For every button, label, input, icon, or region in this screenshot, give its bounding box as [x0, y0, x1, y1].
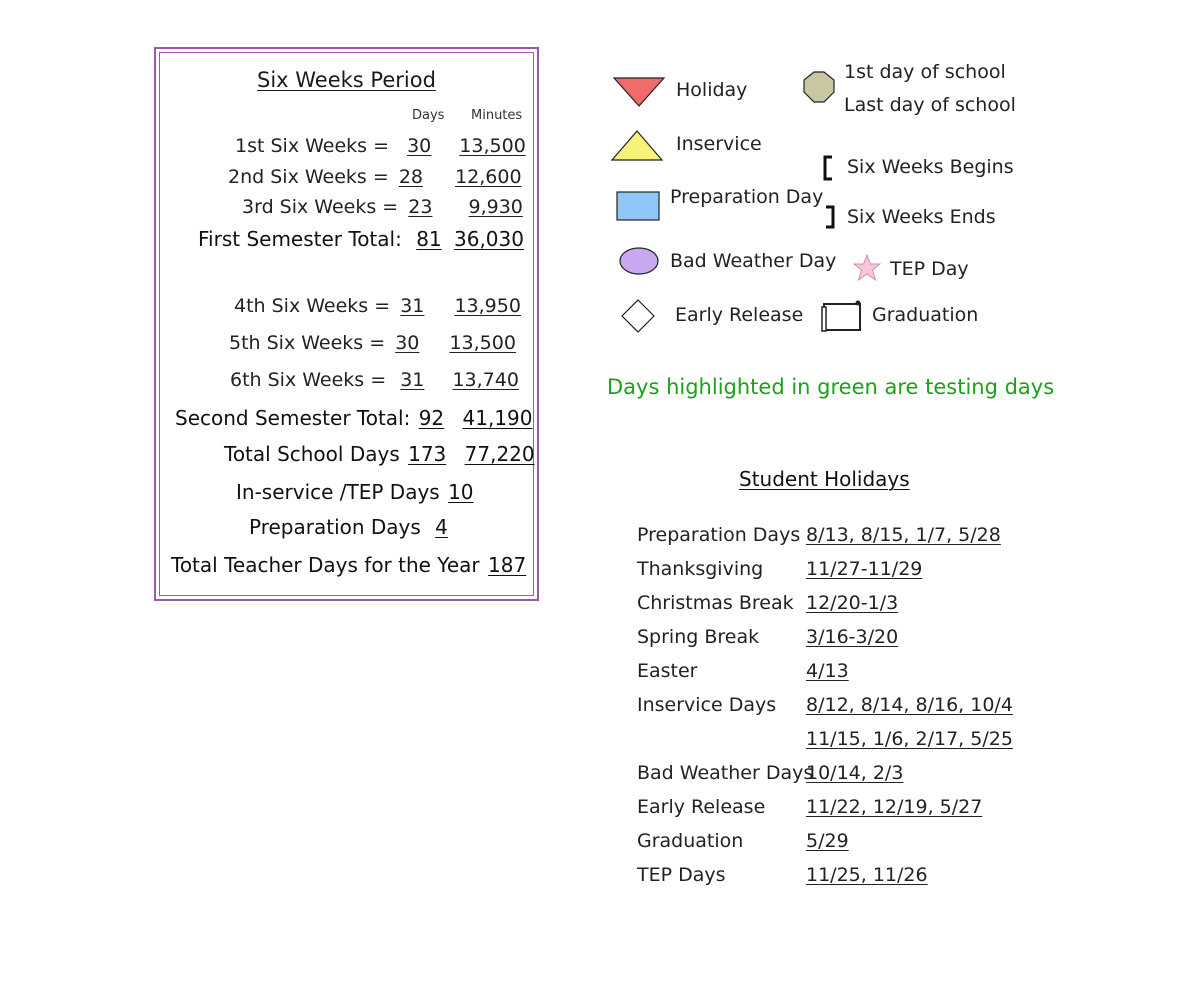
- total-school-days-count: 173: [408, 442, 447, 466]
- holiday-dates: 10/14, 2/3: [806, 762, 904, 784]
- legend-six-begins-label: Six Weeks Begins: [847, 156, 1014, 178]
- holiday-name: Graduation: [637, 830, 744, 852]
- holiday-dates: 11/27-11/29: [806, 558, 923, 580]
- holiday-dates: 11/25, 11/26: [806, 864, 928, 886]
- holiday-dates: 11/15, 1/6, 2/17, 5/25: [806, 728, 1013, 750]
- legend-six-ends-label: Six Weeks Ends: [847, 206, 996, 228]
- six-weeks-row: [230, 369, 519, 391]
- six-weeks-label: 1st Six Weeks =: [235, 135, 390, 157]
- holiday-dates: 8/12, 8/14, 8/16, 10/4: [806, 694, 1013, 716]
- tep-star-icon: [852, 254, 882, 282]
- inservice-tep-days: [236, 480, 474, 504]
- inservice-tep-value: 10: [448, 480, 474, 504]
- holiday-dates: 5/29: [806, 830, 849, 852]
- testing-days-note: Days highlighted in green are testing days: [607, 375, 1055, 399]
- legend-first-day-label: 1st day of school: [844, 61, 1006, 83]
- six-weeks-minutes: 13,500: [449, 332, 516, 354]
- six-weeks-row: [242, 196, 523, 218]
- early-release-diamond-icon: [620, 298, 656, 334]
- holiday-name: Spring Break: [637, 626, 760, 648]
- inservice-tep-label: In-service /TEP Days: [236, 480, 440, 504]
- holiday-name: Early Release: [637, 796, 766, 818]
- second-semester-minutes: 41,190: [462, 406, 533, 430]
- holiday-name: Thanksgiving: [637, 558, 764, 580]
- six-weeks-minutes: 12,600: [455, 166, 522, 188]
- six-weeks-row: [235, 135, 526, 157]
- total-teacher-days-value: 187: [488, 553, 527, 577]
- minutes-column-header: Minutes: [471, 108, 523, 123]
- six-weeks-days: 30: [407, 135, 432, 157]
- first-semester-total: [198, 227, 524, 251]
- holiday-dates: 8/13, 8/15, 1/7, 5/28: [806, 524, 1001, 546]
- second-semester-total: [175, 406, 533, 430]
- six-weeks-minutes: 9,930: [468, 196, 523, 218]
- second-semester-days: 92: [418, 406, 445, 430]
- preparation-day-square-icon: [616, 191, 660, 221]
- first-semester-days: 81: [416, 227, 442, 251]
- six-weeks-minutes: 13,500: [459, 135, 526, 157]
- inservice-triangle-icon: [610, 128, 664, 162]
- legend-graduation-label: Graduation: [872, 304, 979, 326]
- second-semester-label: Second Semester Total:: [175, 406, 411, 430]
- legend-inservice-label: Inservice: [676, 133, 762, 155]
- six-weeks-label: 6th Six Weeks =: [230, 369, 387, 391]
- six-weeks-begins-bracket-icon: [822, 155, 834, 181]
- total-school-days-label: Total School Days: [224, 442, 400, 466]
- six-weeks-label: 3rd Six Weeks =: [242, 196, 399, 218]
- holiday-dates: 4/13: [806, 660, 849, 682]
- student-holidays-title: Student Holidays: [739, 467, 910, 491]
- holiday-name: Preparation Days: [637, 524, 801, 546]
- legend-last-day-label: Last day of school: [844, 94, 1016, 116]
- total-school-minutes: 77,220: [464, 442, 535, 466]
- holiday-name: Bad Weather Days: [637, 762, 814, 784]
- six-weeks-row: [229, 332, 516, 354]
- holiday-dates: 11/22, 12/19, 5/27: [806, 796, 983, 818]
- legend-early-release-label: Early Release: [675, 304, 804, 326]
- six-weeks-label: 2nd Six Weeks =: [228, 166, 389, 188]
- legend-preparation-label: Preparation Day: [670, 186, 824, 208]
- bad-weather-oval-icon: [618, 246, 660, 276]
- six-weeks-row: [234, 295, 521, 317]
- holiday-name: Easter: [637, 660, 698, 682]
- six-weeks-minutes: 13,740: [452, 369, 519, 391]
- six-weeks-minutes: 13,950: [454, 295, 521, 317]
- six-weeks-ends-bracket-icon: [824, 205, 836, 229]
- total-teacher-days: [171, 553, 526, 577]
- holiday-dates: 3/16-3/20: [806, 626, 899, 648]
- holiday-name: TEP Days: [637, 864, 726, 886]
- legend-bad-weather-label: Bad Weather Day: [670, 250, 837, 272]
- legend-tep-label: TEP Day: [890, 258, 969, 280]
- six-weeks-title: Six Weeks Period: [257, 68, 436, 92]
- total-teacher-days-label: Total Teacher Days for the Year: [171, 553, 480, 577]
- preparation-days: [249, 515, 448, 539]
- holiday-name: Christmas Break: [637, 592, 794, 614]
- six-weeks-days: 30: [395, 332, 420, 354]
- six-weeks-days: 28: [398, 166, 424, 188]
- six-weeks-row: [228, 166, 522, 188]
- six-weeks-days: 23: [408, 196, 433, 218]
- six-weeks-label: 4th Six Weeks =: [234, 295, 391, 317]
- six-weeks-days: 31: [400, 295, 425, 317]
- first-semester-minutes: 36,030: [454, 227, 524, 251]
- legend-holiday-label: Holiday: [676, 79, 748, 101]
- holiday-triangle-icon: [612, 76, 666, 108]
- graduation-scroll-icon: [820, 299, 862, 333]
- holiday-dates: 12/20-1/3: [806, 592, 899, 614]
- holiday-name: Inservice Days: [637, 694, 777, 716]
- preparation-days-label: Preparation Days: [249, 515, 421, 539]
- first-day-octagon-icon: [802, 70, 836, 104]
- preparation-days-value: 4: [435, 515, 448, 539]
- total-school-days: [224, 442, 535, 466]
- days-column-header: Days: [412, 108, 445, 123]
- six-weeks-label: 5th Six Weeks =: [229, 332, 386, 354]
- first-semester-label: First Semester Total:: [198, 227, 402, 251]
- six-weeks-days: 31: [400, 369, 425, 391]
